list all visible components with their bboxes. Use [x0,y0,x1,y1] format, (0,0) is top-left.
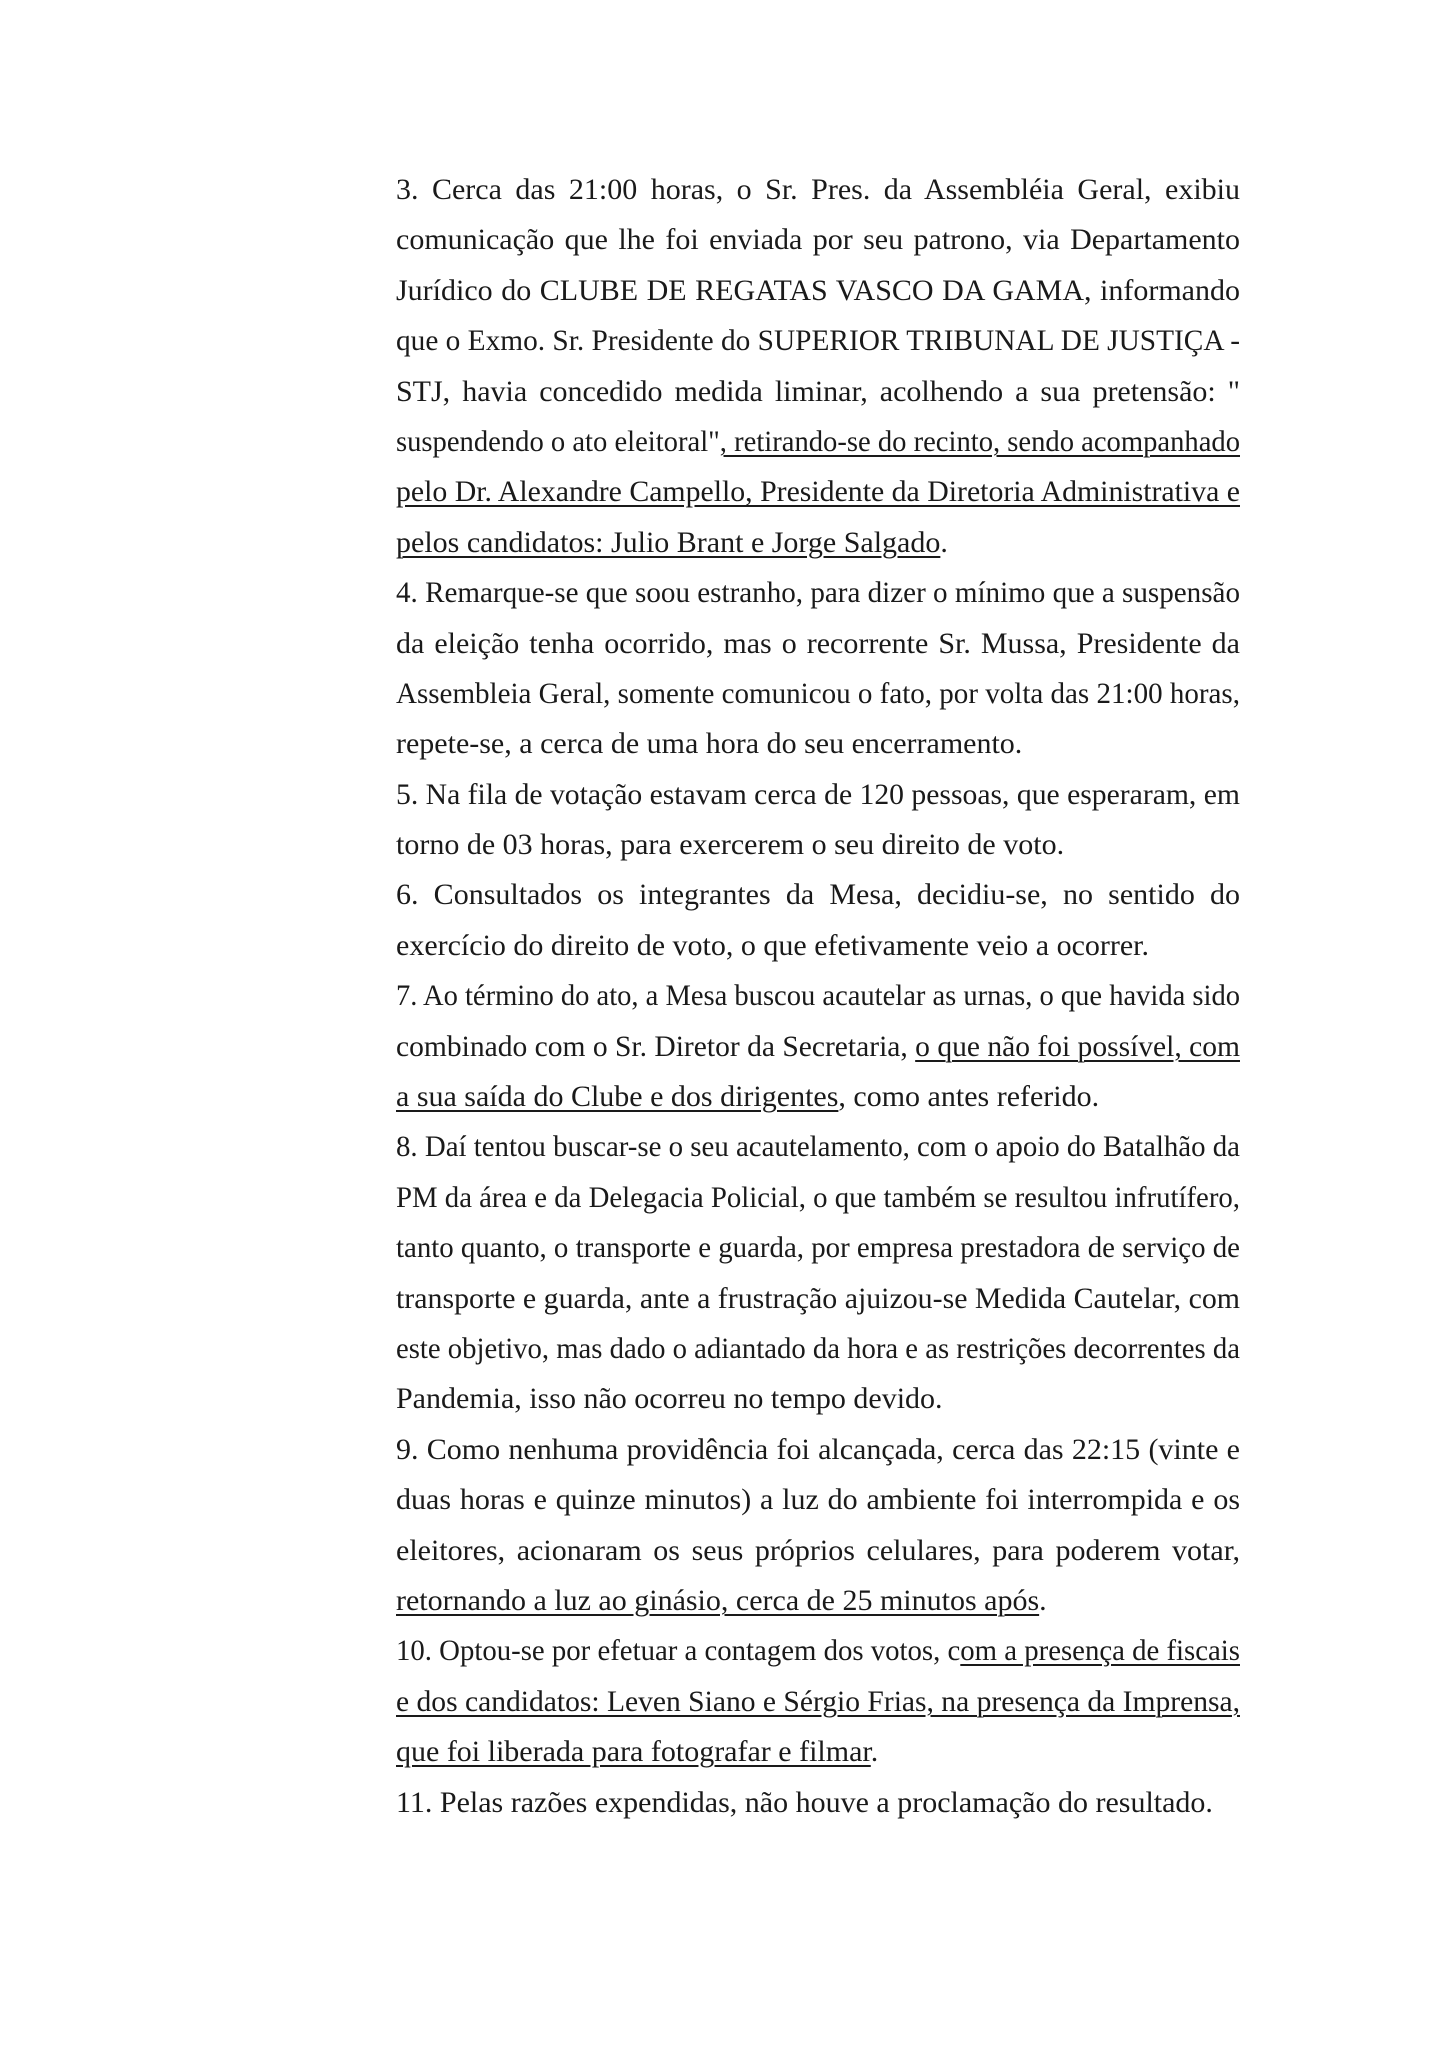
paragraph-9 [396,1425,1240,1627]
underlined-text: e dos candidatos: Leven Siano e Sérgio Frias, na presença da Imprensa, [396,1684,1240,1718]
text-line [396,1374,1240,1424]
text-segment: 7. Ao término do ato, a Mesa buscou acautelar as urnas, o que havida sido [396,979,1240,1013]
text-segment: 8. Daí tentou buscar-se o seu acautelamento, com o apoio do Batalhão da [396,1130,1240,1164]
text-segment: 9. Como nenhuma providência foi alcançada, cerca das 22:15 (vinte e [396,1432,1240,1466]
text-line [396,1526,1240,1576]
paragraph-8 [396,1122,1240,1424]
underlined-text: pelos candidatos: Julio Brant e Jorge Salgado [396,525,941,559]
text-line [396,971,1240,1021]
text-segment: 3. Cerca das 21:00 horas, o Sr. Pres. da Assembléia Geral, exibiu [396,173,1240,206]
text-line [396,669,1240,719]
text-line [396,1677,1240,1727]
text-segment: eleitores, acionaram os seus próprios celulares, para poderem votar, [396,1533,1240,1567]
text-line [396,316,1240,366]
text-segment: 10. Optou-se por efetuar a contagem dos votos, c [396,1634,961,1668]
text-line [396,619,1240,669]
text-line [396,1173,1240,1223]
text-segment: , como antes referido. [838,1080,1100,1114]
text-segment: que o Exmo. Sr. Presidente do SUPERIOR TRIBUNAL DE JUSTIÇA - [396,324,1240,358]
text-line [396,1576,1240,1626]
text-line [396,1223,1240,1273]
text-segment: Assembleia Geral, somente comunicou o fato, por volta das 21:00 horas, [396,676,1240,710]
text-line [396,770,1240,820]
text-line [396,1475,1240,1525]
text-segment: 4. Remarque-se que soou estranho, para dizer o mínimo que a suspensão [396,576,1240,610]
text-segment: PM da área e da Delegacia Policial, o que também se resultou infrutífero, [396,1180,1240,1214]
text-line [396,870,1240,920]
paragraph-7 [396,971,1240,1122]
text-line [396,165,1240,215]
underlined-text: pelo Dr. Alexandre Campello, Presidente da Diretoria Administrativa e [396,475,1240,509]
text-segment: . [940,525,948,559]
document-body [396,165,1240,1828]
underlined-text: om a presença de fiscais [960,1634,1240,1668]
text-line [396,1425,1240,1475]
text-line [396,266,1240,316]
paragraph-5 [396,770,1240,871]
text-line [396,1022,1240,1072]
text-segment: STJ, havia concedido medida liminar, acolhendo a sua pretensão: " [396,374,1240,408]
text-segment: torno de 03 horas, para exercerem o seu direito de voto. [396,828,1065,862]
text-line [396,1778,1240,1828]
underlined-text: retornando a luz ao ginásio, cerca de 25 minutos após [396,1583,1040,1617]
underlined-text: a sua saída do Clube e dos dirigentes [396,1080,839,1114]
text-segment: este objetivo, mas dado o adiantado da hora e as restrições decorrentes da [396,1331,1240,1365]
underlined-text: , retirando-se do recinto, sendo acompanhado [719,424,1240,458]
text-line [396,1274,1240,1324]
text-segment: Jurídico do CLUBE DE REGATAS VASCO DA GAMA, informando [396,273,1240,307]
text-line [396,417,1240,467]
text-segment: da eleição tenha ocorrido, mas o recorrente Sr. Mussa, Presidente da [396,626,1240,660]
text-segment: combinado com o Sr. Diretor da Secretaria, [396,1029,916,1063]
text-line [396,719,1240,769]
text-line [396,568,1240,618]
paragraph-4 [396,568,1240,770]
paragraph-3 [396,165,1240,568]
paragraph-11 [396,1778,1240,1828]
text-line [396,1626,1240,1676]
text-line [396,921,1240,971]
text-segment: duas horas e quinze minutos) a luz do ambiente foi interrompida e os [396,1483,1240,1517]
text-segment: exercício do direito de voto, o que efetivamente veio a ocorrer. [396,928,1150,962]
text-line [396,1324,1240,1374]
text-line [396,820,1240,870]
paragraph-6 [396,870,1240,971]
text-line [396,467,1240,517]
text-line [396,367,1240,417]
text-segment: . [1039,1583,1047,1617]
text-segment: . [870,1735,879,1769]
text-line [396,1122,1240,1172]
text-line [396,518,1240,568]
text-segment: 6. Consultados os integrantes da Mesa, decidiu-se, no sentido do [396,878,1240,912]
underlined-text: o que não foi possível, com [915,1029,1240,1063]
paragraph-10 [396,1626,1240,1777]
text-segment: suspendendo o ato eleitoral" [396,424,720,458]
text-line [396,1727,1240,1777]
text-segment: transporte e guarda, ante a frustração ajuizou-se Medida Cautelar, com [396,1281,1240,1315]
underlined-text: que foi liberada para fotografar e filmar [396,1735,871,1769]
text-segment: repete-se, a cerca de uma hora do seu encerramento. [396,727,1023,761]
text-segment: 11. Pelas razões expendidas, não houve a proclamação do resultado. [396,1785,1213,1819]
text-segment: tanto quanto, o transporte e guarda, por empresa prestadora de serviço de [396,1231,1240,1265]
text-line [396,1072,1240,1122]
text-segment: comunicação que lhe foi enviada por seu patrono, via Departamento [396,223,1240,257]
text-line [396,215,1240,265]
text-segment: 5. Na fila de votação estavam cerca de 120 pessoas, que esperaram, em [396,777,1240,811]
text-segment: Pandemia, isso não ocorreu no tempo devido. [396,1382,943,1416]
